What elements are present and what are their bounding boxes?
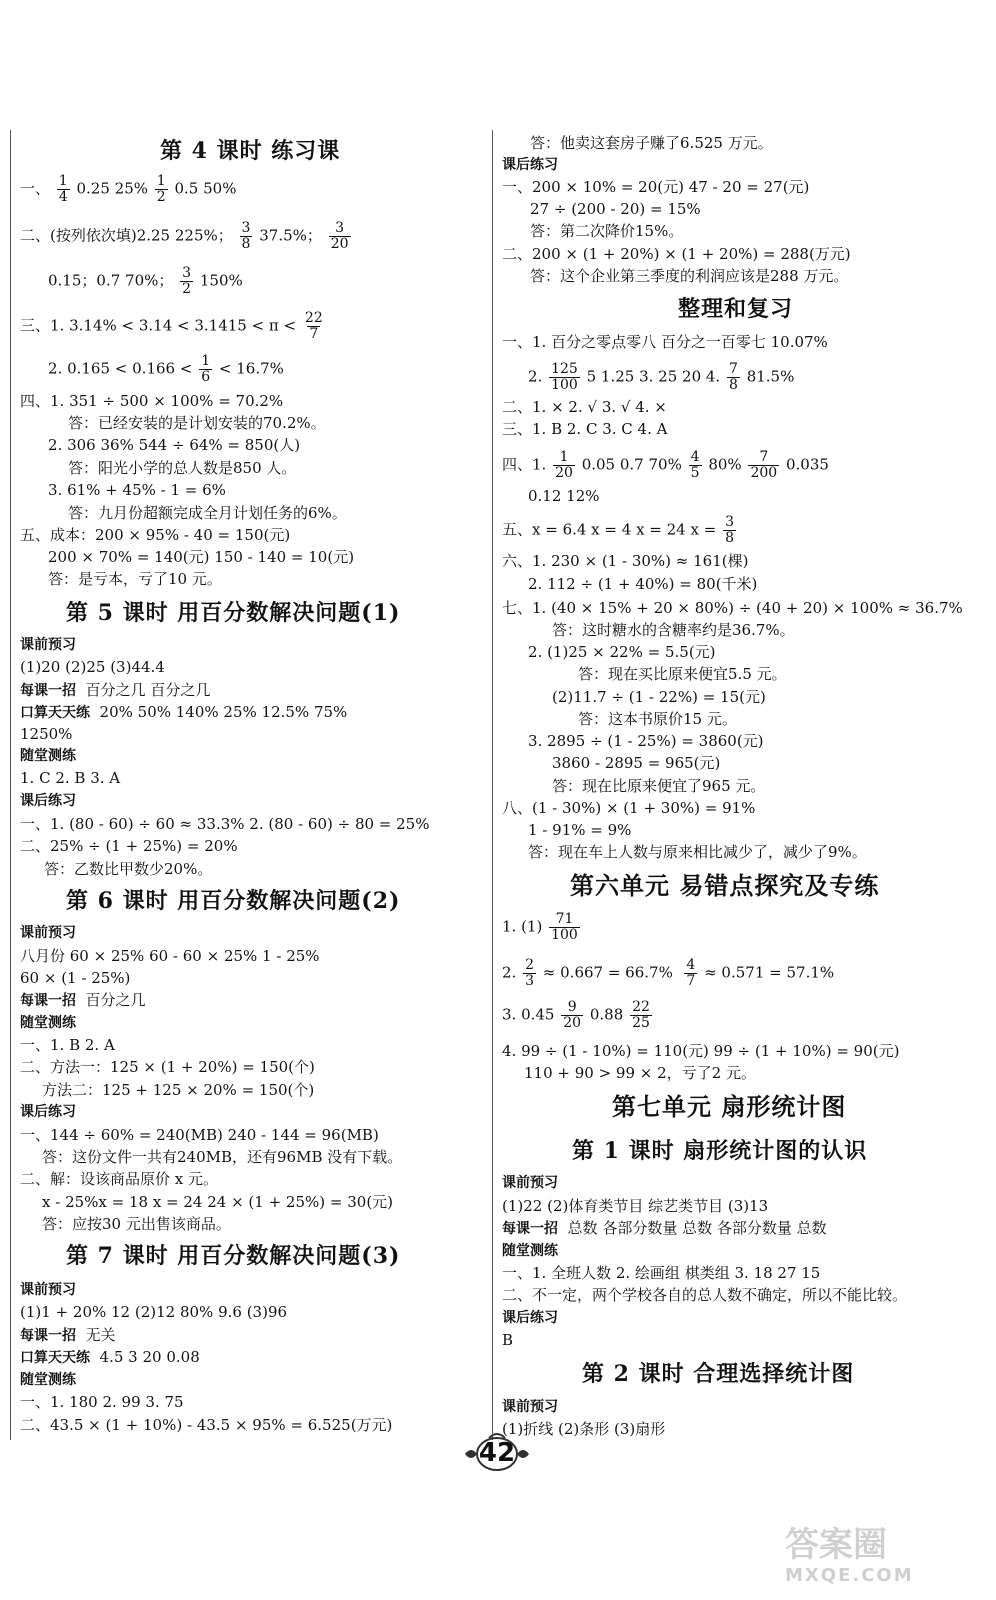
answer-line: 二、43.5 × (1 + 10%) - 43.5 × 95% = 6.525(万元) xyxy=(20,1416,393,1434)
fraction: $\frac{1}{4}$ xyxy=(58,173,68,205)
fraction: $\frac{9}{20}$ xyxy=(563,999,582,1031)
heading-lesson-5: 第 5 课时 用百分数解决问题(1) xyxy=(66,600,401,626)
answer-line: (1)1 + 20% 12 (2)12 80% 9.6 (3)96 xyxy=(20,1303,288,1321)
answer-line: 答：这份文件一共有240MB，还有96MB 没有下载。 xyxy=(42,1148,403,1166)
answer-line: 1. (1) $\frac{71}{100}$ xyxy=(502,911,578,943)
answer-line: 答：阳光小学的总人数是850 人。 xyxy=(68,459,297,477)
answer-line: 60 × (1 - 25%) xyxy=(20,969,131,987)
answer-line: 答：第二次降价15%。 xyxy=(530,222,684,240)
section-label: 随堂测练 xyxy=(502,1243,558,1259)
heading-unit-7: 第七单元 扇形统计图 xyxy=(612,1093,847,1121)
answer-line: 二、解：设该商品原价 x 元。 xyxy=(20,1170,218,1188)
answer-line: 1250% xyxy=(20,725,73,743)
answer-line: 答：现在买比原来便宜5.5 元。 xyxy=(578,665,787,683)
answer-line: 答：现在车上人数与原来相比减少了，减少了9%。 xyxy=(528,843,867,861)
fraction: $\frac{1}{6}$ xyxy=(201,353,211,385)
answer-line: 二、方法一：125 × (1 + 20%) = 150(个) xyxy=(20,1058,315,1076)
answer-line: 答：乙数比甲数少20%。 xyxy=(44,860,213,878)
answer-line: 一、1. 全班人数 2. 绘画组 棋类组 3. 18 27 15 xyxy=(502,1264,821,1282)
answer-line: 2. (1)25 × 22% = 5.5(元) xyxy=(528,643,716,661)
answer-line: (2)11.7 ÷ (1 - 22%) = 15(元) xyxy=(552,688,766,706)
section-label: 课后练习 xyxy=(20,1104,76,1120)
section-label: 课前预习 xyxy=(502,1175,558,1191)
answer-line: 八月份 60 × 25% 60 - 60 × 25% 1 - 25% xyxy=(20,947,320,965)
answer-line: 3860 - 2895 = 965(元) xyxy=(552,754,721,772)
left-margin-line xyxy=(10,130,11,1440)
answer-line: 答：应按30 元出售该商品。 xyxy=(42,1215,231,1233)
heading-lesson-4: 第 4 课时 练习课 xyxy=(160,138,341,164)
fraction: $\frac{4}{5}$ xyxy=(690,449,700,481)
answer-line: 答：已经安装的是计划安装的70.2%。 xyxy=(68,414,326,432)
answer-line: 二、25% ÷ (1 + 25%) = 20% xyxy=(20,837,238,855)
heading-lesson-7: 第 7 课时 用百分数解决问题(3) xyxy=(66,1243,401,1269)
heading-unit7-lesson-2: 第 2 课时 合理选择统计图 xyxy=(582,1361,855,1387)
answer-line: 二、不一定，两个学校各自的总人数不确定，所以不能比较。 xyxy=(502,1286,908,1304)
section-label: 课前预习 xyxy=(502,1399,558,1415)
answer-line: 每课一招 总数 各部分数量 总数 各部分数量 总数 xyxy=(502,1219,827,1237)
answer-line: 六、1. 230 × (1 - 30%) ≈ 161(棵) xyxy=(502,552,749,570)
answer-line: 一、200 × 10% = 20(元) 47 - 20 = 27(元) xyxy=(502,178,810,196)
watermark-logo: 答案圈 MXQE.COM xyxy=(785,1525,914,1586)
answer-line: 答：九月份超额完成全月计划任务的6%。 xyxy=(68,504,347,522)
answer-line: 3. 0.45 $\frac{9}{20}$ 0.88 $\frac{22}{25}$ xyxy=(502,999,650,1031)
answer-line: 二、200 × (1 + 20%) × (1 + 20%) = 288(万元) xyxy=(502,245,851,263)
answer-line: 七、1. (40 × 15% + 20 × 80%) ÷ (40 + 20) × 100% ≈ 36.7% xyxy=(502,599,963,617)
answer-line: 方法二：125 + 125 × 20% = 150(个) xyxy=(42,1081,315,1099)
fraction: $\frac{1}{20}$ xyxy=(555,449,573,481)
answer-line: 0.12 12% xyxy=(528,487,600,505)
answer-line: 2. 306 36% 544 ÷ 64% = 850(人) xyxy=(48,436,301,454)
heading-review: 整理和复习 xyxy=(678,296,794,322)
section-label: 课前预习 xyxy=(20,1282,76,1298)
section-label: 课后练习 xyxy=(20,793,76,809)
fraction: $\frac{7}{200}$ xyxy=(750,449,778,481)
answer-line: 答：现在比原来便宜了965 元。 xyxy=(552,777,766,795)
section-label: 课后练习 xyxy=(502,1310,558,1326)
section-label: 课前预习 xyxy=(20,637,76,653)
answer-line: 3. 2895 ÷ (1 - 25%) = 3860(元) xyxy=(528,732,764,750)
page-number: 42 xyxy=(478,1438,516,1468)
answer-line: 200 × 70% = 140(元) 150 - 140 = 10(元) xyxy=(48,548,355,566)
section-label: 随堂测练 xyxy=(20,1372,76,1388)
fraction: $\frac{7}{8}$ xyxy=(728,361,738,393)
page-number-badge xyxy=(463,1430,531,1476)
answer-line: 口算天天练 4.5 3 20 0.08 xyxy=(20,1348,200,1366)
fraction: $\frac{3}{20}$ xyxy=(330,220,349,252)
answer-line: 一、144 ÷ 60% = 240(MB) 240 - 144 = 96(MB) xyxy=(20,1126,379,1144)
answer-line: 一、1. 180 2. 99 3. 75 xyxy=(20,1393,184,1411)
fraction: $\frac{71}{100}$ xyxy=(551,911,578,943)
answer-line: 二、(按列依次填)2.25 225%； $\frac{3}{8}$ 37.5%； $\frac{3}{20}$ xyxy=(20,220,349,252)
fraction: $\frac{3}{8}$ xyxy=(725,514,734,546)
heading-lesson-6: 第 6 课时 用百分数解决问题(2) xyxy=(66,888,401,914)
answer-line: 每课一招 百分之几 百分之几 xyxy=(20,681,211,699)
answer-line: 二、1. × 2. √ 3. √ 4. × xyxy=(502,398,667,416)
answer-line: 每课一招 无关 xyxy=(20,1326,116,1344)
answer-line: 五、x = 6.4 x = 4 x = 24 x = $\frac{3}{8}$ xyxy=(502,514,734,546)
answer-line: 一、1. B 2. A xyxy=(20,1036,115,1054)
answer-line: B xyxy=(502,1331,514,1349)
answer-line: 三、1. B 2. C 3. C 4. A xyxy=(502,420,668,438)
answer-line: 答：是亏本，亏了10 元。 xyxy=(48,570,222,588)
answer-line: x - 25%x = 18 x = 24 24 × (1 + 25%) = 30(元) xyxy=(42,1193,394,1211)
answer-line: 四、1. 351 ÷ 500 × 100% = 70.2% xyxy=(20,392,284,410)
fraction: $\frac{2}{3}$ xyxy=(525,957,535,989)
answer-line: 五、成本：200 × 95% - 40 = 150(元) xyxy=(20,526,291,544)
answer-line: 一、 $\frac{1}{4}$ 0.25 25% $\frac{1}{2}$ 0.5 50% xyxy=(20,173,237,205)
answer-line: 答：这个企业第三季度的利润应该是288 万元。 xyxy=(530,267,849,285)
section-label: 课前预习 xyxy=(20,925,76,941)
answer-line: 八、(1 - 30%) × (1 + 30%) = 91% xyxy=(502,799,756,817)
section-label: 随堂测练 xyxy=(20,748,76,764)
fraction: $\frac{22}{25}$ xyxy=(632,999,650,1031)
section-label: 课后练习 xyxy=(502,157,558,173)
fraction: $\frac{1}{2}$ xyxy=(156,173,166,205)
answer-line: 答：这时糖水的含糖率约是36.7%。 xyxy=(552,621,795,639)
fraction: $\frac{125}{100}$ xyxy=(551,361,578,393)
answer-line: 2. $\frac{2}{3}$ ≈ 0.667 = 66.7% $\frac{4}{7}$ ≈ 0.571 = 57.1% xyxy=(502,957,835,989)
answer-line: 27 ÷ (200 - 20) = 15% xyxy=(530,200,701,218)
answer-line: 1. C 2. B 3. A xyxy=(20,769,121,787)
answer-line: 一、1. (80 - 60) ÷ 60 ≈ 33.3% 2. (80 - 60) ÷ 80 = 25% xyxy=(20,815,430,833)
answer-line: (1)20 (2)25 (3)44.4 xyxy=(20,658,165,676)
answer-line: (1)22 (2)体育类节目 综艺类节目 (3)13 xyxy=(502,1197,769,1215)
answer-line: 4. 99 ÷ (1 - 10%) = 110(元) 99 ÷ (1 + 10%) = 90(元) xyxy=(502,1042,900,1060)
fraction: $\frac{3}{2}$ xyxy=(182,265,192,297)
answer-line: 2. 112 ÷ (1 + 40%) = 80(千米) xyxy=(528,575,758,593)
heading-unit-6: 第六单元 易错点探究及专练 xyxy=(570,872,880,900)
fraction: $\frac{3}{8}$ xyxy=(241,220,251,252)
answer-line: 答：这本书原价15 元。 xyxy=(578,710,737,728)
fraction: $\frac{4}{7}$ xyxy=(686,957,696,989)
answer-line: 口算天天练 20% 50% 140% 25% 12.5% 75% xyxy=(20,703,348,721)
answer-line: 2. $\frac{125}{100}$ 5 1.25 3. 25 20 4. $\frac{7}{8}$ 81.5% xyxy=(528,361,795,393)
answer-line: 2. 0.165 < 0.166 < $\frac{1}{6}$ < 16.7% xyxy=(48,353,284,385)
heading-unit7-lesson-1: 第 1 课时 扇形统计图的认识 xyxy=(572,1138,868,1164)
fraction: $\frac{22}{7}$ xyxy=(304,310,323,342)
section-label: 随堂测练 xyxy=(20,1015,76,1031)
answer-line: 1 - 91% = 9% xyxy=(528,821,632,839)
answer-line: 一、1. 百分之零点零八 百分之一百零七 10.07% xyxy=(502,333,828,351)
column-divider xyxy=(492,130,493,1440)
answer-line: (1)折线 (2)条形 (3)扇形 xyxy=(502,1420,666,1438)
answer-line: 3. 61% + 45% - 1 = 6% xyxy=(48,481,226,499)
answer-line: 答：他卖这套房子赚了6.525 万元。 xyxy=(530,134,773,152)
answer-line: 四、1. $\frac{1}{20}$ 0.05 0.7 70% $\frac{4}{5}$ 80% $\frac{7}{200}$ 0.035 xyxy=(502,449,829,481)
answer-line: 每课一招 百分之几 xyxy=(20,991,146,1009)
answer-line: 三、1. 3.14% < 3.14 < 3.1415 < π < $\frac{22}{7}$ xyxy=(20,310,323,342)
answer-line: 0.15；0.7 70%； $\frac{3}{2}$ 150% xyxy=(48,265,243,297)
answer-line: 110 + 90 > 99 × 2，亏了2 元。 xyxy=(524,1064,756,1082)
